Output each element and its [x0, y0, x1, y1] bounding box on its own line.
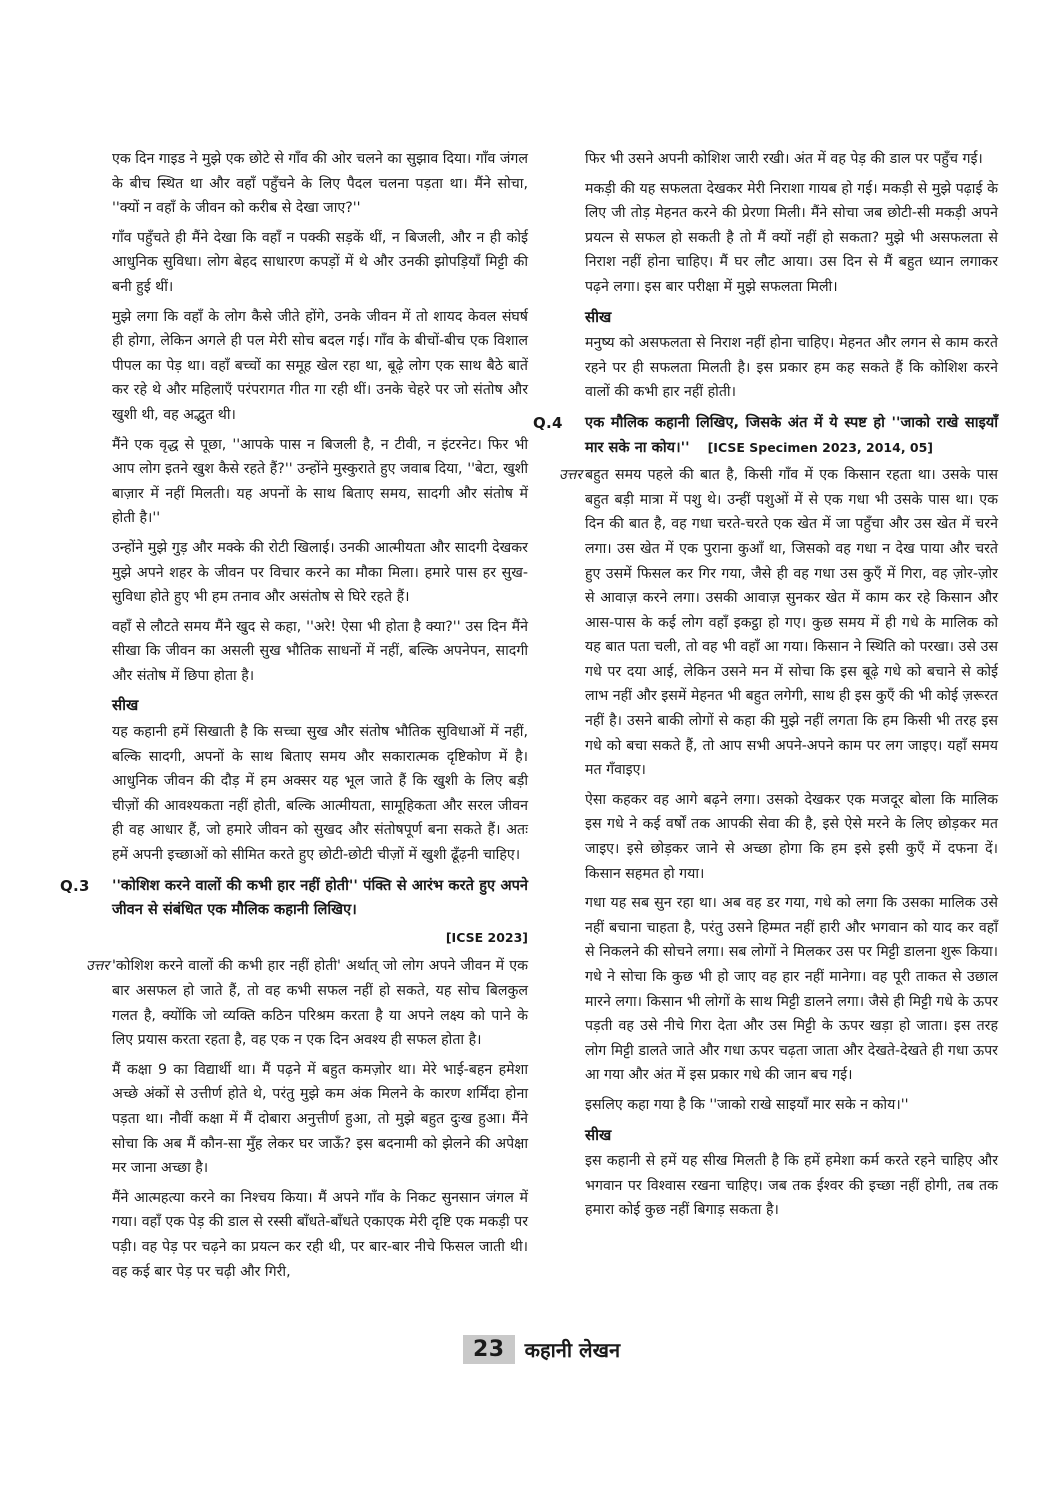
answer-block: [86, 954, 528, 1284]
lesson-heading: सीख: [585, 1125, 612, 1144]
paragraph: मकड़ी की यह सफलता देखकर मेरी निराशा गायब हो गई। मकड़ी से मुझे पढ़ाई के लिए जी तोड़ मेहनत करने की प्रेरणा मिली। मैंने सोचा जब छोटी-सी मकड़ी अपने प्रयत्न से सफल हो सकती है तो मैं क्यों नहीं हो सकता? मुझे भी असफलता से निराश नहीं होना चाहिए। मैं घर लौट आया। उस दिन से मैं बहुत ध्यान लगाकर पढ़ने लगा। इस बार परीक्षा में मुझे सफलता मिली।: [585, 180, 998, 295]
paragraph: उन्होंने मुझे गुड़ और मक्के की रोटी खिलाई। उनकी आत्मीयता और सादगी देखकर मुझे अपने शहर के जीवन पर विचार करने का मौका मिला। हमारे पास हर सुख-सुविधा होते हुए भी हम तनाव और असंतोष से घिरे रहते हैं।: [112, 539, 528, 606]
lesson-heading: सीख: [112, 696, 139, 715]
lesson-text: इस कहानी से हमें यह सीख मिलती है कि हमें हमेशा कर्म करते रहने चाहिए और भगवान पर विश्वास रखना चाहिए। जब तक ईश्वर की इच्छा नहीं होगी, तब तक हमारा कोई कुछ नहीं बिगाड़ सकता है।: [585, 1153, 998, 1219]
question-text: [585, 411, 998, 460]
right-column: [533, 147, 998, 1228]
answer-label: उत्तर: [559, 467, 583, 484]
chapter-title: कहानी लेखन: [524, 1338, 621, 1362]
paragraph: मैंने आत्महत्या करने का निश्चय किया। मैं अपने गाँव के निकट सुनसान जंगल में गया। वहाँ एक पेड़ की डाल से रस्सी बाँधते-बाँधते एकाएक मेरी दृष्टि एक मकड़ी पर पड़ी। वह पेड़ पर चढ़ने का प्रयत्न कर रही थी, पर बार-बार नीचे फिसल जाती थी। वह कई बार पेड़ पर चढ़ी और गिरी,: [112, 1189, 528, 1280]
paragraph: गाँव पहुँचते ही मैंने देखा कि वहाँ न पक्की सड़कें थीं, न बिजली, और न ही कोई आधुनिक सुविधा। लोग बेहद साधारण कपड़ों में थे और उनकी झोपड़ियाँ मिट्टी की बनी हुई थीं।: [112, 229, 528, 295]
paragraph: एक दिन गाइड ने मुझे एक छोटे से गाँव की ओर चलने का सुझाव दिया। गाँव जंगल के बीच स्थित था और वहाँ पहुँचने के लिए पैदल चलना पड़ता था। मैंने सोचा, ''क्यों न वहाँ के जीवन को करीब से देखा जाए?'': [112, 151, 528, 217]
paragraph: 'कोशिश करने वालों की कभी हार नहीं होती' अर्थात् जो लोग अपने जीवन में एक बार असफल हो जाते हैं, तो वह कभी सफल नहीं हो सकते, यह सोच बिलकुल गलत है, क्योंकि जो व्यक्ति कठिन परिश्रम करता है या अपने लक्ष्य को पाने के लिए प्रयास करता रहता है, वह एक न एक दिन अवश्य ही सफल होता है।: [112, 958, 528, 1049]
page-number: 23: [463, 1335, 515, 1364]
lesson-text: मनुष्य को असफलता से निराश नहीं होना चाहिए। मेहनत और लगन से काम करते रहने पर ही सफलता मिलती है। इस प्रकार हम कह सकते हैं कि कोशिश करने वालों की कभी हार नहीं होती।: [585, 335, 998, 401]
paragraph: वहाँ से लौटते समय मैंने खुद से कहा, ''अरे! ऐसा भी होता है क्या?'' उस दिन मैंने सीखा कि जीवन का असली सुख भौतिक साधनों में नहीं, बल्कि अपनेपन, सादगी और संतोष में छिपा होता है।: [112, 618, 528, 684]
paragraph: फिर भी उसने अपनी कोशिश जारी रखी। अंत में वह पेड़ की डाल पर पहुँच गई।: [585, 151, 983, 167]
page-footer: [463, 1335, 620, 1364]
question-number: Q.3: [60, 876, 90, 895]
paragraph: गधा यह सब सुन रहा था। अब वह डर गया, गधे को लगा कि उसका मालिक उसे नहीं बचाना चाहता है, परंतु उसने हिम्मत नहीं हारी और भगवान को याद कर वहाँ से निकलने की सोचने लगा। सब लोगों ने मिलकर उस पर मिट्टी डालना शुरू किया। गधे ने सोचा कि कुछ भी हो जाए वह हार नहीं मानेगा। वह पूरी ताकत से उछाल मारने लगा। किसान भी लोगों के साथ मिट्टी डालने लगा। जैसे ही मिट्टी गधे के ऊपर पड़ती वह उसे नीचे गिरा देता और उस मिट्टी के ऊपर खड़ा हो जाता। इस तरह लोग मिट्टी डालते जाते और गधा ऊपर चढ़ता जाता और देखते-देखते ही गधा ऊपर आ गया और अंत में इस प्रकार गधे की जान बच गई।: [585, 895, 998, 1084]
left-column: [60, 147, 528, 1289]
answer-label: उत्तर: [86, 958, 110, 975]
question-text: ''कोशिश करने वालों की कभी हार नहीं होती'' पंक्ति से आरंभ करते हुए अपने जीवन से संबंधित एक मौलिक कहानी लिखिए।: [112, 876, 528, 919]
lesson-heading: सीख: [585, 307, 612, 326]
question-4: [533, 411, 998, 1118]
exam-reference: [ICSE 2023]: [445, 929, 528, 945]
paragraph: ऐसा कहकर वह आगे बढ़ने लगा। उसको देखकर एक मजदूर बोला कि मालिक इस गधे ने कई वर्षों तक आपकी सेवा की है, इसे ऐसे मरने के लिए छोड़कर मत जाइए। इसे छोड़कर जाने से अच्छा होगा कि हम इसे इसी कुएँ में दफना दें। किसान सहमत हो गया।: [585, 791, 998, 882]
question-number: Q.4: [533, 413, 563, 432]
question-text-body: एक मौलिक कहानी लिखिए, जिसके अंत में ये स्पष्ट हो ''जाको राखे साइयाँ मार सके ना कोय।'': [585, 413, 998, 456]
question-3: [60, 874, 528, 1285]
paragraph: बहुत समय पहले की बात है, किसी गाँव में एक किसान रहता था। उसके पास बहुत बड़ी मात्रा में पशु थे। उन्हीं पशुओं में से एक गधा भी उसके पास था। एक दिन की बात है, वह गधा चरते-चरते एक खेत में जा पहुँचा और उस खेत में चरने लगा। उस खेत में एक पुराना कुआँ था, जिसको वह गधा न देख पाया और चरते हुए उसमें फिसल कर गिर गया, जैसे ही वह गधा उस कुएँ में गिरा, वह ज़ोर-ज़ोर से आवाज़ करने लगा। उसकी आवाज़ सुनकर खेत में काम कर रहे किसान और आस-पास के कई लोग वहाँ इकट्ठा हो गए। कुछ समय में ही गधे के मालिक को यह बात पता चली, तो वह भी वहाँ आ गया। किसान ने स्थिति को परखा। उसे उस गधे पर दया आई, लेकिन उसने मन में सोचा कि इस बूढ़े गधे को बचाने से कोई लाभ नहीं और इसमें मेहनत भी बहुत लगेगी, साथ ही इस कुएँ की भी कोई ज़रूरत नहीं है। उसने बाकी लोगों से कहा की मुझे नहीं लगता कि हम किसी भी तरह इस गधे को बचा सकते हैं, तो आप सभी अपने-अपने काम पर लग जाइए। यहाँ समय मत गँवाइए।: [585, 467, 998, 779]
paragraph: मुझे लगा कि वहाँ के लोग कैसे जीते होंगे, उनके जीवन में तो शायद केवल संघर्ष ही होगा, लेकिन अगले ही पल मेरी सोच बदल गई। गाँव के बीचों-बीच एक विशाल पीपल का पेड़ था। वहाँ बच्चों का समूह खेल रहा था, बूढ़े लोग एक साथ बैठे बातें कर रहे थे और महिलाएँ परंपरागत गीत गा रही थीं। उनके चेहरे पर जो संतोष और खुशी थी, वह अद्भुत थी।: [112, 308, 528, 423]
exam-reference: [ICSE Specimen 2023, 2014, 05]: [707, 439, 934, 455]
paragraph: मैं कक्षा 9 का विद्यार्थी था। मैं पढ़ने में बहुत कमज़ोर था। मेरे भाई-बहन हमेशा अच्छे अंकों से उत्तीर्ण होते थे, परंतु मुझे कम अंक मिलने के कारण शर्मिंदा होना पड़ता था। नौवीं कक्षा में मैं दोबारा अनुत्तीर्ण हुआ, तो मुझे बहुत दुःख हुआ। मैंने सोचा कि अब मैं कौन-सा मुँह लेकर घर जाऊँ? इस बदनामी को झेलने की अपेक्षा मर जाना अच्छा है।: [112, 1061, 528, 1177]
paragraph: मैंने एक वृद्ध से पूछा, ''आपके पास न बिजली है, न टीवी, न इंटरनेट। फिर भी आप लोग इतने खुश कैसे रहते हैं?'' उन्होंने मुस्कुराते हुए जवाब दिया, ''बेटा, खुशी बाज़ार में नहीं मिलती। यह अपनों के साथ बिताए समय, सादगी और संतोष में होती है।'': [112, 436, 528, 527]
paragraph: इसलिए कहा गया है कि ''जाको राखे साइयाँ मार सके न कोय।'': [585, 1096, 909, 1113]
lesson-text: यह कहानी हमें सिखाती है कि सच्चा सुख और संतोष भौतिक सुविधाओं में नहीं, बल्कि सादगी, अपनों के साथ बिताए समय और सकारात्मक दृष्टिकोण में है। आधुनिक जीवन की दौड़ में हम अक्सर यह भूल जाते हैं कि खुशी के लिए बड़ी चीज़ों की आवश्यकता नहीं होती, बल्कि आत्मीयता, सामूहिकता और सरल जीवन ही वह आधार हैं, जो हमारे जीवन को सुखद और संतोषपूर्ण बना सकते हैं। अतः हमें अपनी इच्छाओं को सीमित करते हुए छोटी-छोटी चीज़ों में खुशी ढूँढ़नी चाहिए।: [112, 724, 528, 864]
answer-block: [559, 463, 998, 1117]
